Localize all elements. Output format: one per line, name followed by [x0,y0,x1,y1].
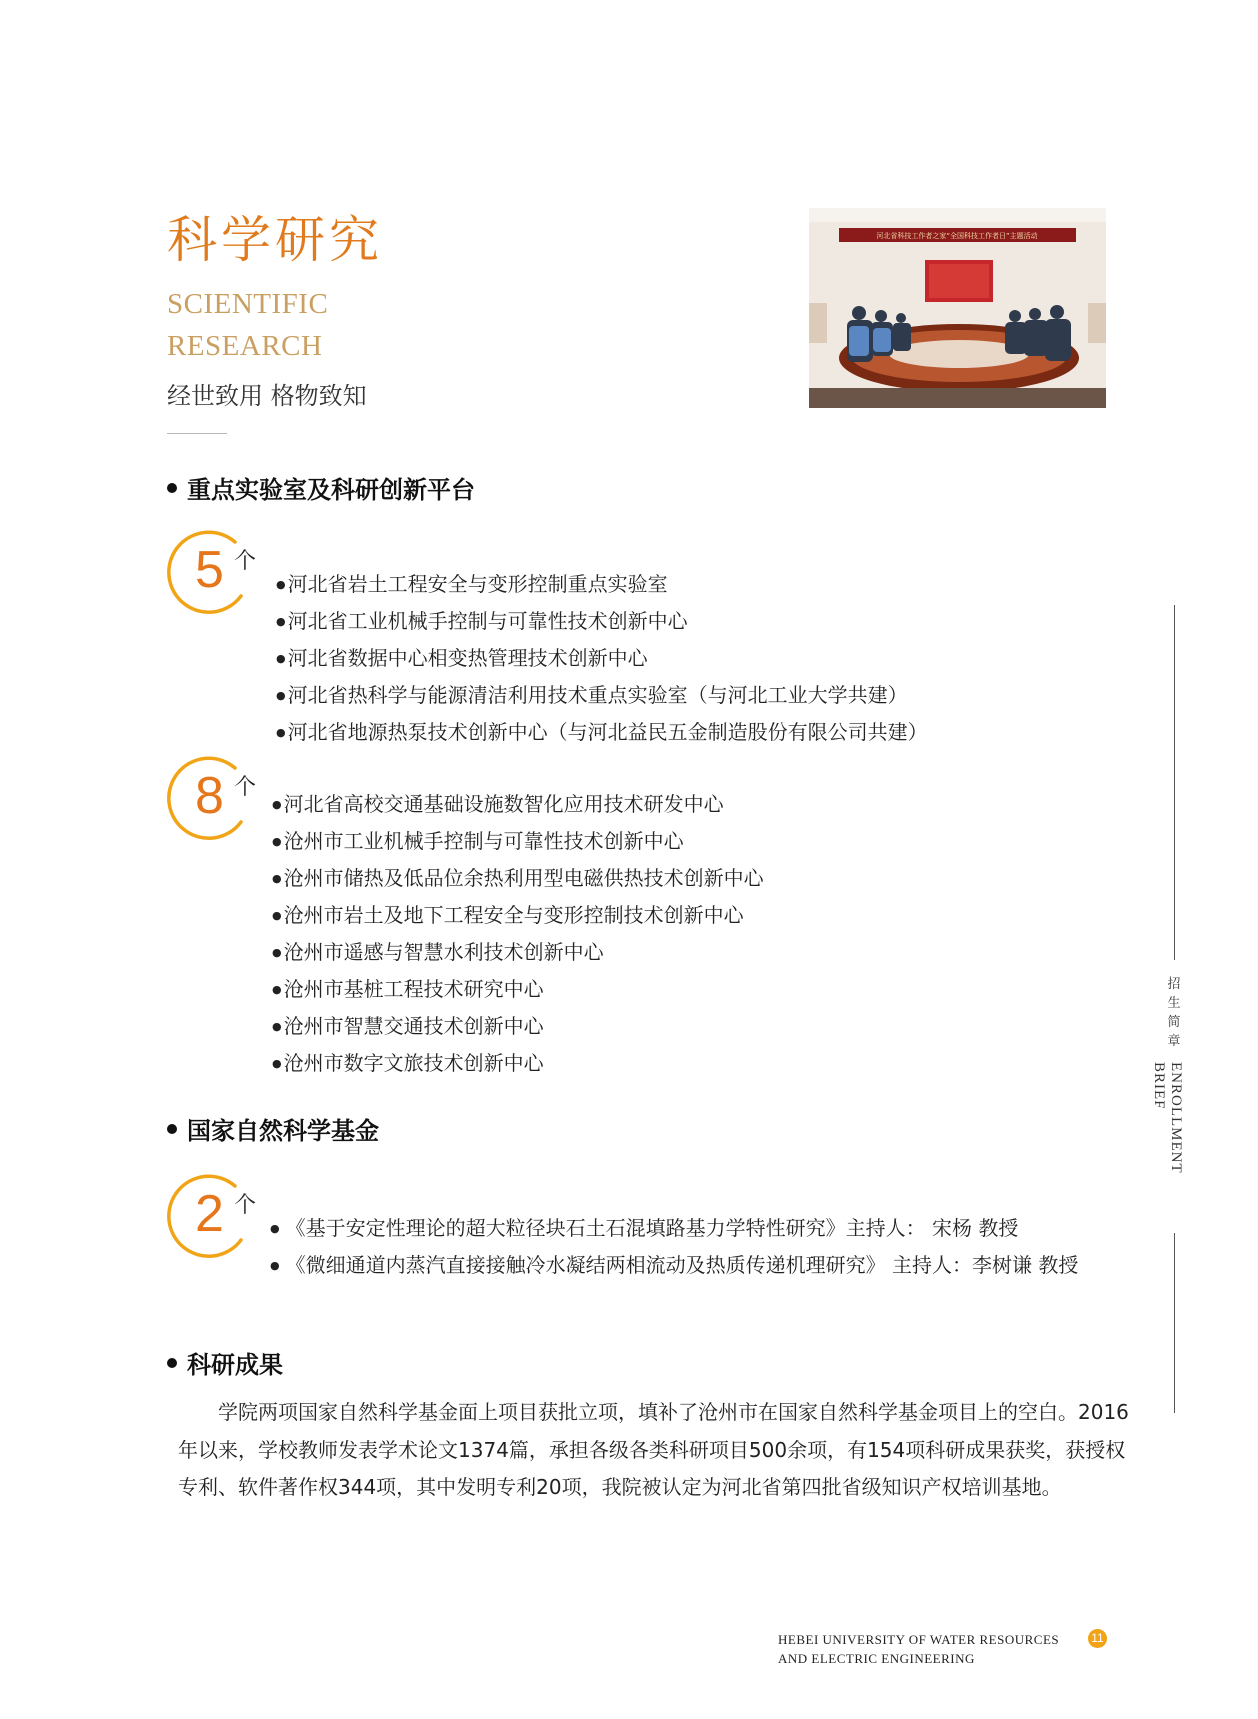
count-unit: 个 [234,775,257,800]
list-item: ● 河北省热科学与能源清洁利用技术重点实验室（与河北工业大学共建） [276,677,928,714]
results-paragraph-text: 学院两项国家自然科学基金面上项目获批立项，填补了沧州市在国家自然科学基金项目上的空白。2016年以来，学校教师发表学术论文1374篇，承担各级各类科研项目500余项，有154项科研成果获奖，获授权专利、软件著作权344项，其中发明专利20项，我院被认定为河北省第四批省级知识产权培训基地。 [178,1400,1129,1499]
bullet-icon [167,1124,177,1134]
section-heading-labs [167,470,475,505]
list-item: ● 沧州市储热及低品位余热利用型电磁供热技术创新中心 [272,860,764,897]
bullet-icon [167,483,177,493]
sidebar-label-cn-text: 招生简章 [1167,977,1181,1049]
count-number: 2 [195,1185,224,1243]
photo-banner-text: 河北省科技工作者之家“全国科技工作者日”主题活动 [876,232,1038,240]
sidebar-label-en: ENROLLMENT BRIEF [1151,1062,1184,1174]
title-divider [167,433,227,434]
section-heading-results [167,1345,283,1380]
page-title: 科学研究 [167,211,383,269]
results-paragraph [178,1394,1138,1507]
count-unit: 个 [234,549,257,574]
labs-municipal-list [272,786,764,1082]
count-badge-5 [165,528,255,620]
labs-provincial-list [276,566,928,751]
list-item: ● 河北省地源热泵技术创新中心（与河北益民五金制造股份有限公司共建） [276,714,928,751]
section-heading-results-text: 科研成果 [187,1351,283,1379]
bullet-icon [167,1358,177,1368]
count-unit: 个 [234,1193,257,1218]
meeting-photo [809,208,1106,408]
nsfc-project-list [270,1210,1078,1284]
sidebar-rule-top [1174,605,1175,960]
sidebar-label-cn [1160,975,1188,1051]
sidebar-rule-bottom [1174,1233,1175,1413]
list-item: ● 河北省岩土工程安全与变形控制重点实验室 [276,566,928,603]
list-item: ● 沧州市岩土及地下工程安全与变形控制技术创新中心 [272,897,764,934]
list-item: ● 河北省工业机械手控制与可靠性技术创新中心 [276,603,928,640]
list-item: ● 沧州市基桩工程技术研究中心 [272,971,764,1008]
list-item: ● 沧州市遥感与智慧水利技术创新中心 [272,934,764,971]
footer-university-line1: HEBEI UNIVERSITY OF WATER RESOURCES [778,1632,1060,1647]
count-badge-8 [165,754,255,846]
section-heading-labs-text: 重点实验室及科研创新平台 [187,476,475,504]
section-heading-nsfc [167,1111,379,1146]
page-title-en-line1: SCIENTIFIC [167,288,329,320]
page-title-en-line2: RESEARCH [167,330,323,362]
list-item: ● 河北省数据中心相变热管理技术创新中心 [276,640,928,677]
list-item: ● 沧州市工业机械手控制与可靠性技术创新中心 [272,823,764,860]
motto: 经世致用 格物致知 [167,382,367,410]
count-number: 8 [195,767,224,825]
section-heading-nsfc-text: 国家自然科学基金 [187,1117,379,1145]
count-badge-2 [165,1172,255,1264]
page-number: 11 [1088,1629,1107,1648]
list-item: ● 沧州市数字文旅技术创新中心 [272,1045,764,1082]
list-item: ● 沧州市智慧交通技术创新中心 [272,1008,764,1045]
list-item: ● 《微细通道内蒸汽直接接触冷水凝结两相流动及热质传递机理研究》 主持人：李树谦 教授 [270,1247,1078,1284]
list-item: ● 《基于安定性理论的超大粒径块石土石混填路基力学特性研究》主持人： 宋杨 教授 [270,1210,1078,1247]
count-number: 5 [195,541,224,599]
list-item: ● 河北省高校交通基础设施数智化应用技术研发中心 [272,786,764,823]
footer-university-line2: AND ELECTRIC ENGINEERING [778,1651,975,1666]
